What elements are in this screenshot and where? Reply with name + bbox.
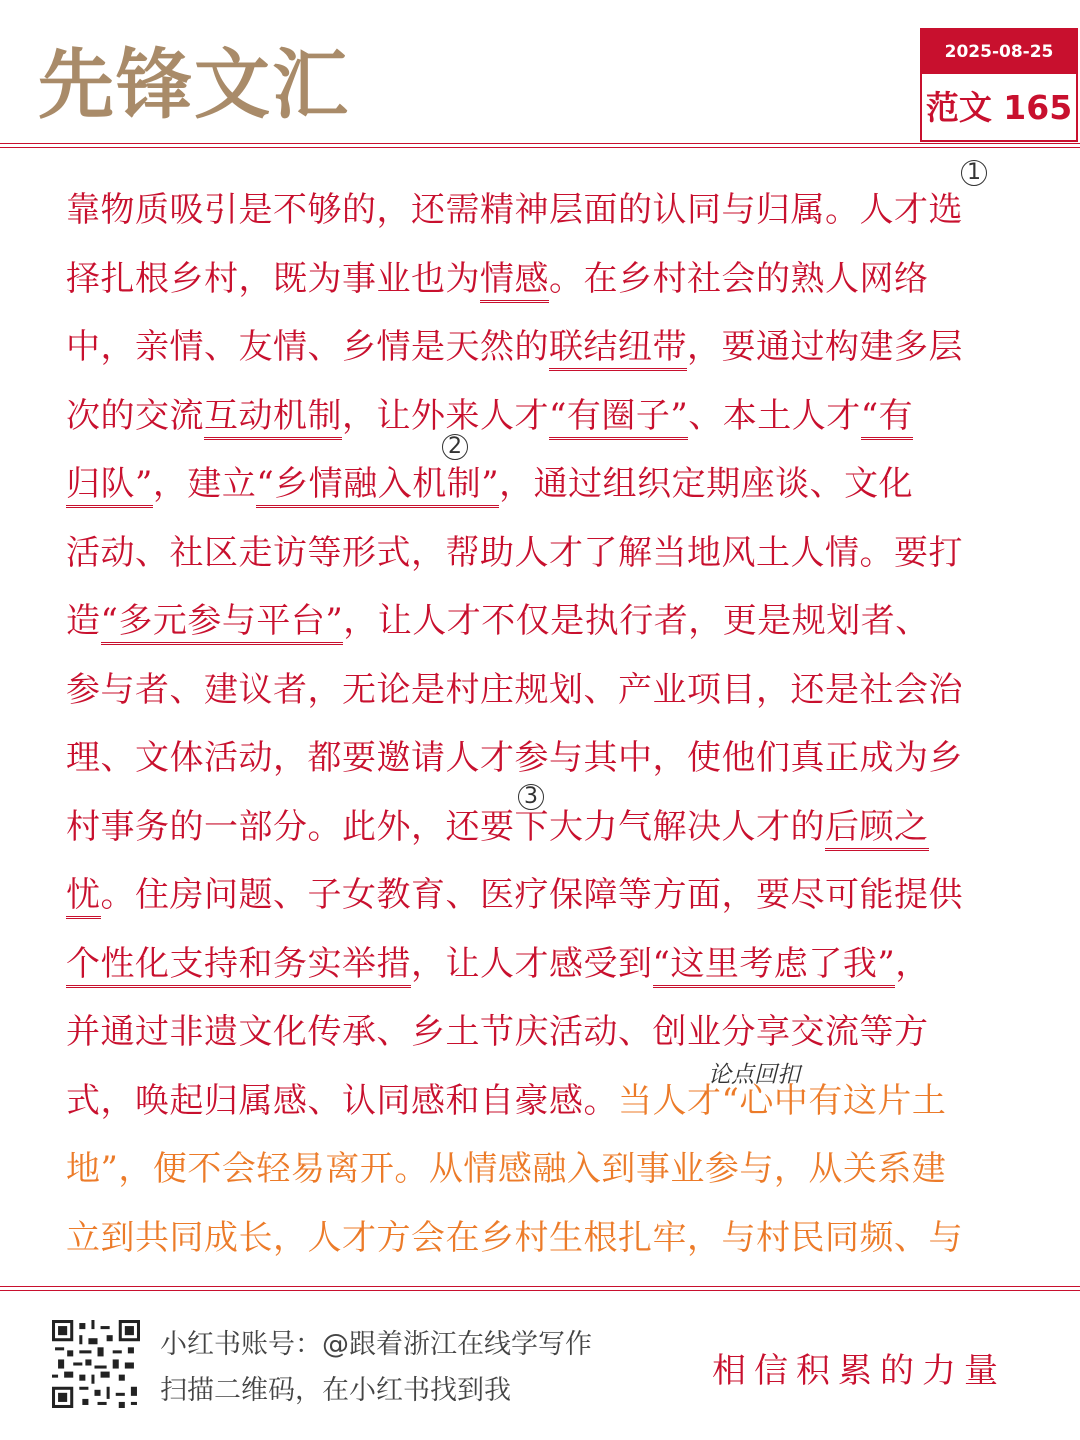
article-body: [66, 176, 1036, 1272]
text-segment: ，建立: [152, 464, 257, 504]
text-segment: 活动、社区走访等形式，帮助人才了解当地风土人情。要打: [66, 532, 963, 573]
text-line: [66, 382, 1036, 451]
underlined-phrase: 联结纽带: [549, 327, 687, 371]
text-line: [66, 656, 1036, 725]
header-divider-2: [0, 147, 1080, 148]
text-segment: 村事务的一部分。此外，还要下大力气解决人才的: [66, 806, 825, 847]
underlined-phrase: 归队”: [66, 464, 153, 508]
underlined-phrase: “多元参与平台”: [101, 601, 344, 645]
text-segment: 。住房问题、子女教育、医疗保障等方面，要尽可能提供: [100, 875, 963, 915]
underlined-phrase: 情感: [480, 259, 549, 303]
text-segment: 靠物质吸引是不够的，还需精神层面的认同与归属。人才选: [66, 190, 963, 230]
footer-divider: [0, 1286, 1080, 1287]
slogan: 相信积累的力量: [712, 1351, 1006, 1391]
text-line: [66, 724, 1036, 793]
annotation-mark-1: 1: [961, 160, 987, 186]
text-segment: 立到共同成长，人才方会在乡村生根扎牢，与村民同频、与: [66, 1217, 963, 1258]
underlined-phrase: “有圈子”: [549, 396, 688, 440]
issue-date: 2025-08-25: [922, 30, 1076, 74]
text-line: [66, 450, 1036, 519]
text-segment: 当人才“心中有这片土: [618, 1080, 947, 1121]
qr-code-icon[interactable]: [52, 1320, 140, 1408]
text-segment: 次的交流: [66, 395, 204, 436]
text-segment: ，让人才不仅是执行者，更是规划者、: [343, 601, 930, 641]
underlined-phrase: “乡情融入机制”: [256, 464, 499, 508]
text-segment: 地”，便不会轻易离开。从情感融入到事业参与，从关系建: [66, 1149, 947, 1189]
text-segment: 参与者、建议者，无论是村庄规划、产业项目，还是社会治: [66, 669, 963, 710]
text-line: [66, 793, 1036, 862]
text-segment: ，通过组织定期座谈、文化: [499, 464, 914, 504]
text-line: [66, 313, 1036, 382]
header-divider: [0, 143, 1080, 144]
issue-badge: [920, 28, 1078, 142]
text-line: [66, 176, 1036, 245]
text-segment: ，: [895, 943, 930, 984]
text-segment: 择扎根乡村，既为事业也为: [66, 258, 480, 299]
text-line: [66, 587, 1036, 656]
underlined-phrase: 忧: [66, 875, 101, 919]
text-segment: 造: [66, 601, 101, 641]
text-segment: 。在乡村社会的熟人网络: [549, 258, 929, 299]
underlined-phrase: 个性化支持和务实举措: [66, 944, 411, 988]
text-segment: 并通过非遗文化传承、乡土节庆活动、创业分享交流等方: [66, 1012, 929, 1052]
text-segment: ，让外来人才: [342, 395, 549, 436]
text-line: [66, 519, 1036, 588]
footer-divider-2: [0, 1290, 1080, 1291]
text-segment: ，要通过构建多层: [687, 327, 963, 367]
underlined-phrase: “有: [861, 396, 913, 440]
underlined-phrase: “这里考虑了我”: [653, 944, 896, 988]
underlined-phrase: 互动机制: [204, 396, 342, 440]
header: [0, 0, 1080, 150]
text-line: [66, 930, 1036, 999]
handwritten-note: 论点回扣: [708, 1062, 800, 1088]
text-segment: 式，唤起归属感、认同感和自豪感。: [66, 1080, 618, 1121]
annotation-mark-2: 2: [442, 434, 468, 460]
text-segment: 中，亲情、友情、乡情是天然的: [66, 327, 549, 367]
text-line: [66, 861, 1036, 930]
annotation-mark-3: 3: [518, 784, 544, 810]
scan-hint: 扫描二维码，在小红书找到我: [160, 1375, 511, 1406]
text-line: [66, 998, 1036, 1067]
text-segment: 、本土人才: [688, 395, 861, 436]
account-label: 小红书账号：@跟着浙江在线学写作: [160, 1329, 592, 1360]
brand-title: 先锋文汇: [38, 40, 350, 129]
underlined-phrase: 后顾之: [825, 807, 929, 851]
issue-number: 范文 165: [925, 88, 1073, 127]
text-segment: ，让人才感受到: [411, 943, 653, 984]
text-line: [66, 1135, 1036, 1204]
text-line: [66, 245, 1036, 314]
text-line: [66, 1067, 1036, 1136]
text-segment: 理、文体活动，都要邀请人才参与其中，使他们真正成为乡: [66, 738, 963, 778]
text-line: [66, 1204, 1036, 1273]
